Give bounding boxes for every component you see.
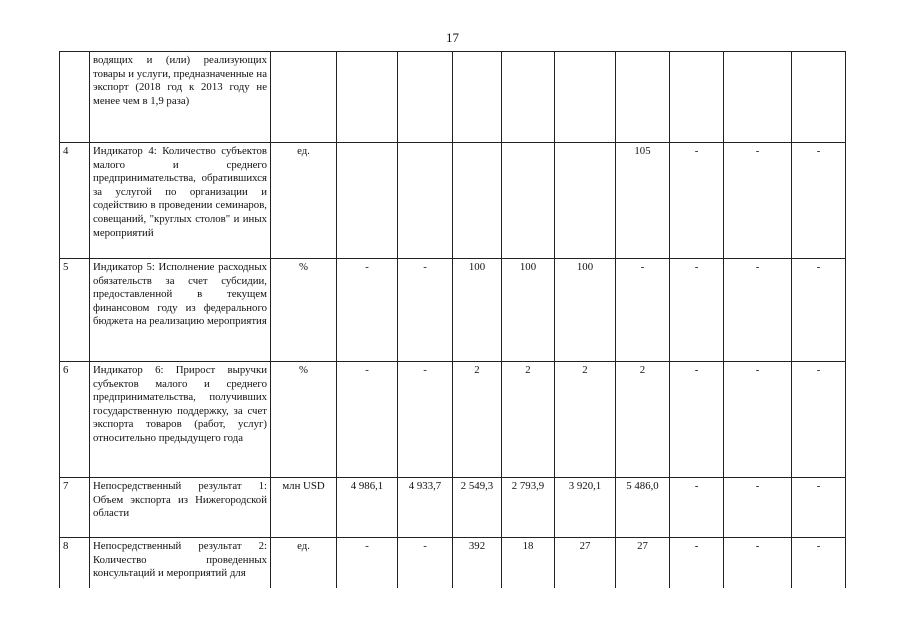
table-row [60,143,846,259]
value-cell: 5 486,0 [616,478,670,538]
value-cell [724,52,792,143]
value-cell [398,52,453,143]
value-cell [502,52,555,143]
value-cell: 2 [616,362,670,478]
row-number: 5 [60,259,90,362]
value-cell: 2 [453,362,502,478]
value-cell: - [398,259,453,362]
page-number: 17 [446,30,459,45]
unit-cell: млн USD [271,478,337,538]
value-cell: - [670,143,724,259]
indicator-name: Индикатор 4: Количество субъектов малого и среднего предпринимательства, обратившихся за услугой по организации и содействию в проведении семинаров, совещаний, "круглых столов" и иных мероприятий [90,143,271,259]
value-cell: - [792,478,846,538]
unit-cell: % [271,362,337,478]
unit-cell: ед. [271,538,337,588]
value-cell [555,52,616,143]
value-cell: - [792,538,846,588]
value-cell [555,143,616,259]
value-cell [670,52,724,143]
value-cell [453,52,502,143]
indicator-name: Непосредственный результат 2: Количество проведенных консультаций и мероприятий для [90,538,271,588]
value-cell [453,143,502,259]
value-cell: 2 [502,362,555,478]
value-cell: - [670,259,724,362]
value-cell: 105 [616,143,670,259]
indicator-name: водящих и (или) реализующих товары и услуги, предназначенные на экспорт (2018 год к 2013 году не менее чем в 1,9 раза) [90,52,271,143]
value-cell [616,52,670,143]
row-number: 4 [60,143,90,259]
value-cell: 2 793,9 [502,478,555,538]
value-cell [337,52,398,143]
value-cell: - [670,538,724,588]
value-cell [337,143,398,259]
value-cell: - [337,259,398,362]
value-cell: - [337,362,398,478]
table-row [60,478,846,538]
value-cell [502,143,555,259]
table-row [60,538,846,588]
indicator-name: Индикатор 6: Прирост выручки субъектов малого и среднего предпринимательства, получивших государственную поддержку, за счет экспорта товаров (работ, услуг) относительно предыдущего года [90,362,271,478]
value-cell: 4 933,7 [398,478,453,538]
value-cell: 100 [502,259,555,362]
value-cell: - [724,538,792,588]
indicators-table [59,51,846,588]
value-cell: - [792,362,846,478]
value-cell: 27 [616,538,670,588]
table-body [60,52,846,588]
value-cell: - [724,259,792,362]
value-cell: - [724,478,792,538]
value-cell: - [792,259,846,362]
value-cell: - [724,362,792,478]
value-cell: - [670,362,724,478]
value-cell: 27 [555,538,616,588]
value-cell: - [398,538,453,588]
value-cell: - [616,259,670,362]
value-cell: 392 [453,538,502,588]
value-cell [398,143,453,259]
row-number [60,52,90,143]
row-number: 6 [60,362,90,478]
value-cell [792,52,846,143]
value-cell: - [724,143,792,259]
value-cell: - [792,143,846,259]
table-row [60,52,846,143]
value-cell: - [398,362,453,478]
value-cell: 18 [502,538,555,588]
unit-cell [271,52,337,143]
value-cell: 100 [453,259,502,362]
row-number: 8 [60,538,90,588]
table-row [60,362,846,478]
value-cell: 4 986,1 [337,478,398,538]
unit-cell: % [271,259,337,362]
value-cell: - [670,478,724,538]
unit-cell: ед. [271,143,337,259]
table-row [60,259,846,362]
row-number: 7 [60,478,90,538]
value-cell: - [337,538,398,588]
indicator-name: Непосредственный результат 1: Объем экспорта из Нижегородской области [90,478,271,538]
value-cell: 3 920,1 [555,478,616,538]
indicator-name: Индикатор 5: Исполнение расходных обязательств за счет субсидии, предоставленной в текущем финансовом году из федерального бюджета на реализацию мероприятия [90,259,271,362]
value-cell: 2 [555,362,616,478]
value-cell: 100 [555,259,616,362]
value-cell: 2 549,3 [453,478,502,538]
